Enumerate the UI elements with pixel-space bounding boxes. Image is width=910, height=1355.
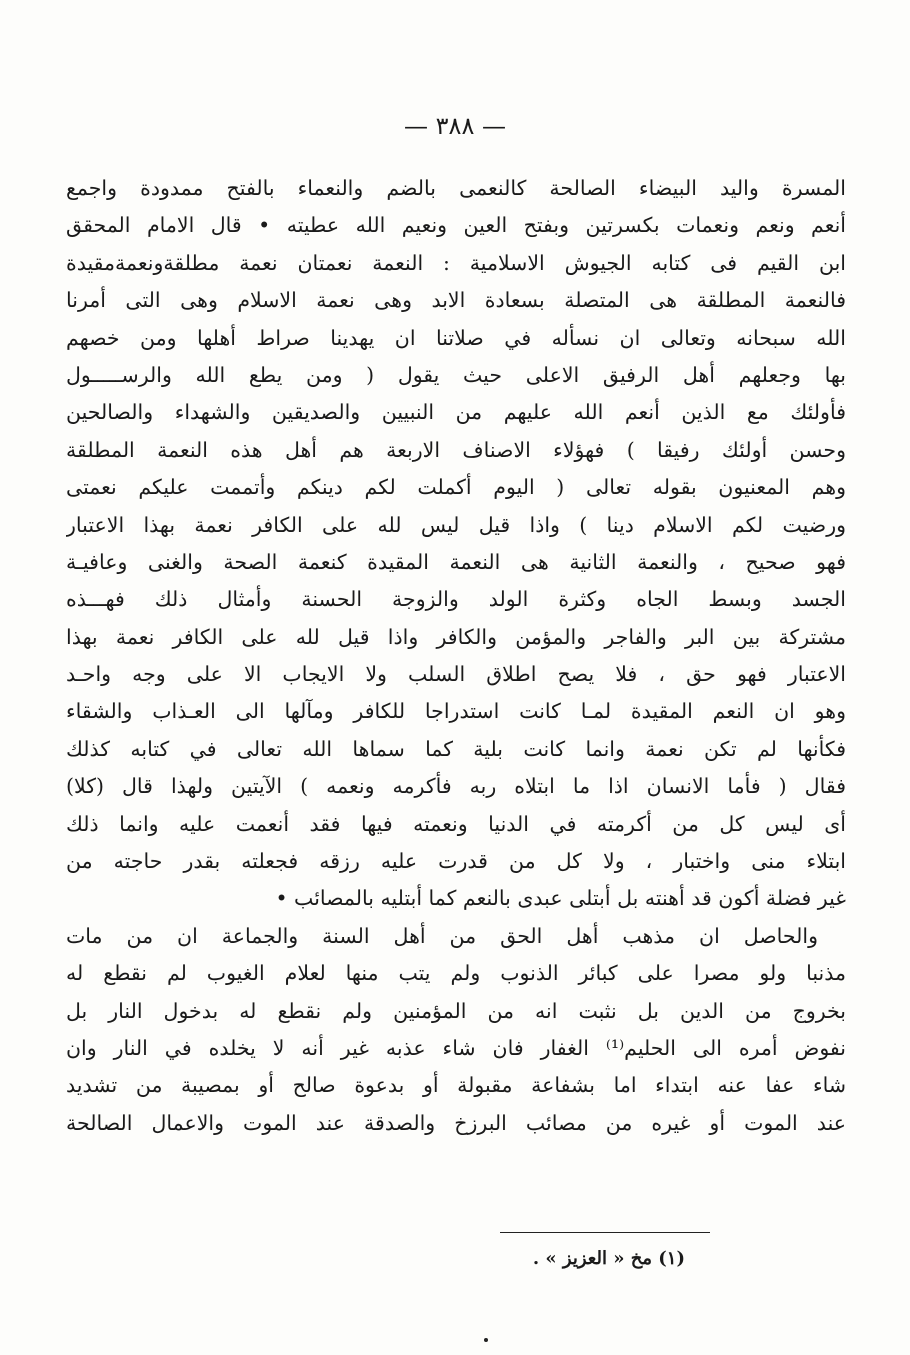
text-line: وهم المعنيون بقوله تعالى ( اليوم أكملت لكم دينكم وأتممت عليكم نعمتى [66, 475, 846, 500]
text-line: ابن القيم فى كتابه الجيوش الاسلامية : النعمة نعمتان نعمة مطلقةونعمةمقيدة [66, 250, 846, 275]
text-line: الله سبحانه وتعالى ان نسأله في صلاتنا ان يهدينا صراط أهلها ومن خصهم [66, 325, 846, 350]
text-line: غير فضلة أكون قد أهنته بل أبتلى عبدى بالنعم كما أبتليه بالمصائب • [275, 886, 846, 911]
footnote-divider [500, 1232, 710, 1233]
text-line: فقال ( فأما الانسان اذا ما ابتلاه ربه فأكرمه ونعمه ) الآيتين ولهذا قال (كلا) [66, 774, 846, 799]
text-line: فهو صحيح ، والنعمة الثانية هى النعمة المقيدة كنعمة الصحة والغنى وعافيـة [66, 549, 846, 574]
text-line: الاعتبار فهو حق ، فلا يصح اطلاق السلب ولا الايجاب الا على وجه واحـد [66, 662, 846, 687]
footnote: (١) مخ « العزيز » . [532, 1248, 685, 1269]
text-line: والحاصل ان مذهب أهل الحق من أهل السنة والجماعة ان من مات [66, 923, 818, 948]
text-line: عند الموت أو غيره من مصائب البرزخ والصدقة عند الموت والاعمال الصالحة [66, 1110, 846, 1135]
text-line: بخروج من الدين بل نثبت انه من المؤمنين ولم نقطع له بدخول النار بل [66, 998, 846, 1023]
text-line: مشتركة بين البر والفاجر والمؤمن والكافر واذا قيل لله على الكافر نعمة بهذا [66, 624, 846, 649]
text-line: شاء عفا عنه ابتداء اما بشفاعة مقبولة أو بدعوة صالح أو بمصيبة من تشديد [66, 1073, 846, 1098]
text-line: أنعم ونعم ونعمات بكسرتين وبفتح العين ونعيم الله عطيته • قال الامام المحقق [66, 213, 846, 238]
text-line: فالنعمة المطلقة هى المتصلة بسعادة الابد وهى نعمة الاسلام وهى التى أمرنا [66, 288, 846, 313]
text-line: المسرة واليد البيضاء الصالحة كالنعمى بالضم والنعماء بالفتح ممدودة واجمع [66, 176, 846, 200]
text-line: نفوض أمره الى الحليم⁽¹⁾ الغفار فان شاء عذبه غير أنه لا يخلده في النار وان [66, 1035, 846, 1060]
text-line: ورضيت لكم الاسلام دينا ) واذا قيل ليس لله على الكافر نعمة بهذا الاعتبار [66, 512, 846, 537]
text-line: فأولئك مع الذين أنعم الله عليهم من النبيين والصديقين والشهداء والصالحين [66, 400, 846, 425]
text-line: الجسد وبسط الجاه وكثرة الولد والزوجة الحسنة وأمثال ذلك فهـــذه [66, 587, 846, 612]
text-line: ابتلاء منى واختبار ، ولا كل من قدرت عليه رزقه فجعلته بقدر حاجته من [66, 849, 846, 874]
text-line: فكأنها لم تكن نعمة وانما كانت بلية كما سماها الله تعالى في كتابه كذلك [66, 736, 846, 761]
page-number: — ٣٨٨ — [404, 112, 506, 140]
text-line: أى ليس كل من أكرمته في الدنيا ونعمته فيها فقد أنعمت عليه وانما ذلك [66, 811, 846, 836]
text-line: وهو ان النعم المقيدة لمـا كانت استدراجا للكافر ومآلها الى العـذاب والشقاء [66, 699, 846, 724]
main-text-block [66, 170, 846, 1142]
page-speck [484, 1338, 488, 1342]
text-line: وحسن أولئك رفيقا ) فهؤلاء الاصناف الاربعة هم أهل هذه النعمة المطلقة [66, 437, 846, 462]
text-line: بها وجعلهم أهل الرفيق الاعلى حيث يقول ( ومن يطع الله والرســـــول [66, 362, 846, 387]
text-line: مذنبا ولو مصرا على كبائر الذنوب ولم يتب منها لعلام الغيوب لم نقطع له [66, 961, 846, 986]
